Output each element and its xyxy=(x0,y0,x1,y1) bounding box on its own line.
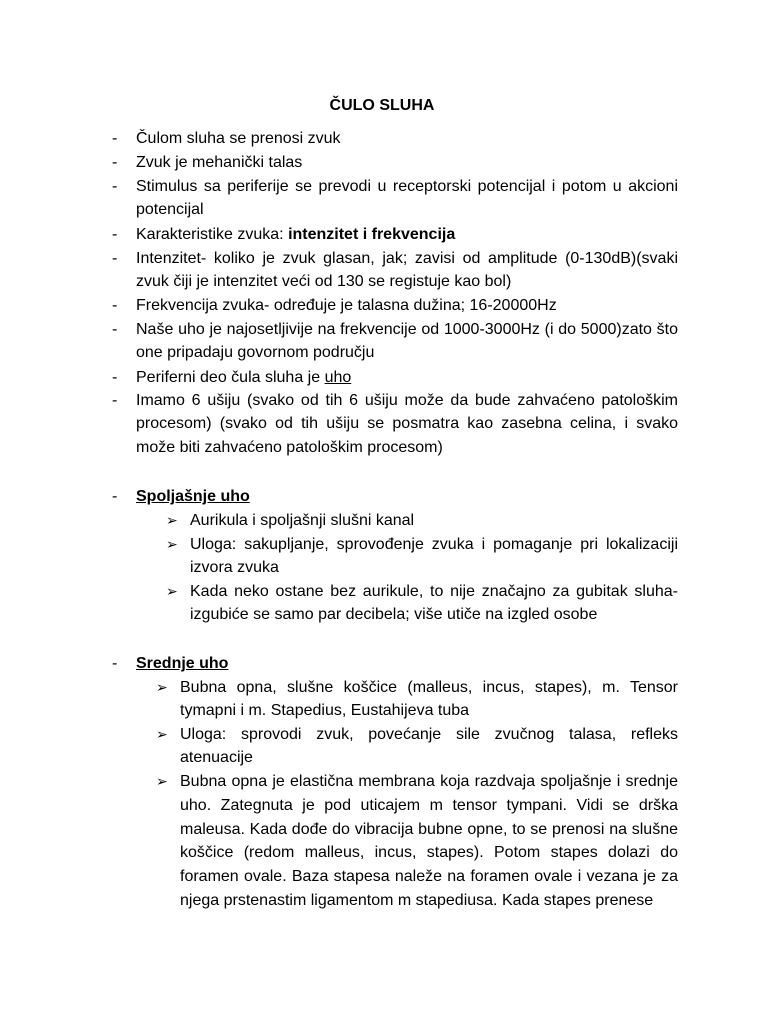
bullet-item: - Stimulus sa periferije se prevodi u receptorski potencijal i potom u akcioni potencijal xyxy=(112,178,678,219)
bold-text: intenzitet i frekvencija xyxy=(288,226,456,243)
bullet-item: - Periferni deo čula sluha je uho xyxy=(112,369,352,386)
arrow-bullet-icon: ➢ xyxy=(156,726,168,742)
arrow-bullet-icon: ➢ xyxy=(166,512,178,528)
bullet-item: - Čulom sluha se prenosi zvuk xyxy=(112,130,341,147)
bullet-item: - Karakteristike zvuka: intenzitet i frekvencija xyxy=(112,226,456,243)
arrow-bullet-icon: ➢ xyxy=(166,583,178,599)
bullet-item: - Imamo 6 ušiju (svako od tih 6 ušiju može da bude zahvaćeno patološkim procesom) (svako od tih ušiju se posmatra kao zasebna celina, i svako može biti zahvaćeno patološkim procesom) xyxy=(112,392,678,456)
underlined-text: uho xyxy=(324,369,352,386)
sub-bullet-item: ➢ Kada neko ostane bez aurikule, to nije značajno za gubitak sluha- izgubiće se samo par decibela; više utiče na izgled osobe xyxy=(166,580,678,627)
sub-bullet-item: ➢ Bubna opna, slušne koščice (malleus, incus, stapes), m. Tensor tymapni i m. Stapedius, Eustahijeva tuba xyxy=(156,676,678,723)
sub-bullet-item: ➢ Uloga: sakupljanje, sprovođenje zvuka i pomaganje pri lokalizaciji izvora zvuka xyxy=(166,533,678,580)
bullet-item: - Frekvencija zvuka- određuje je talasna dužina; 16-20000Hz xyxy=(112,297,557,314)
bullet-item: - Zvuk je mehanički talas xyxy=(112,154,303,171)
arrow-bullet-icon: ➢ xyxy=(156,679,168,695)
sub-bullet-item: ➢ Aurikula i spoljašnji slušni kanal xyxy=(166,509,678,532)
sub-bullet-item: ➢ Uloga: sprovodi zvuk, povećanje sile zvučnog talasa, refleks atenuacije xyxy=(156,723,678,770)
section-heading-outer-ear: - Spoljašnje uho xyxy=(112,488,250,505)
bullet-item: - Naše uho je najosetljivije na frekvencije od 1000-3000Hz (i do 5000)zato što one pripadaju govornom području xyxy=(112,321,678,362)
bullet-item: - Intenzitet- koliko je zvuk glasan, jak; zavisi od amplitude (0-130dB)(svaki zvuk čiji je intenzitet veći od 130 se registuje kao bol) xyxy=(112,250,678,291)
arrow-bullet-icon: ➢ xyxy=(166,536,178,552)
section-heading-middle-ear: - Srednje uho xyxy=(112,655,229,672)
sub-bullet-item: ➢ Bubna opna je elastična membrana koja razdvaja spoljašnje i srednje uho. Zategnuta je pod uticajem m tensor tympani. Vidi se drška maleusa. Kada dođe do vibracija bubne opne, to se prenosi na slušne koščice (redom malleus, incus, stapes). Potom stapes dolazi do foramen ovale. Baza stapesa naleže na foramen ovale i vezana je za njega prstenastim ligamentom m stapediusa. Kada stapes prenese xyxy=(156,770,678,913)
page-title: ČULO SLUHA xyxy=(329,97,435,114)
arrow-bullet-icon: ➢ xyxy=(156,773,168,789)
